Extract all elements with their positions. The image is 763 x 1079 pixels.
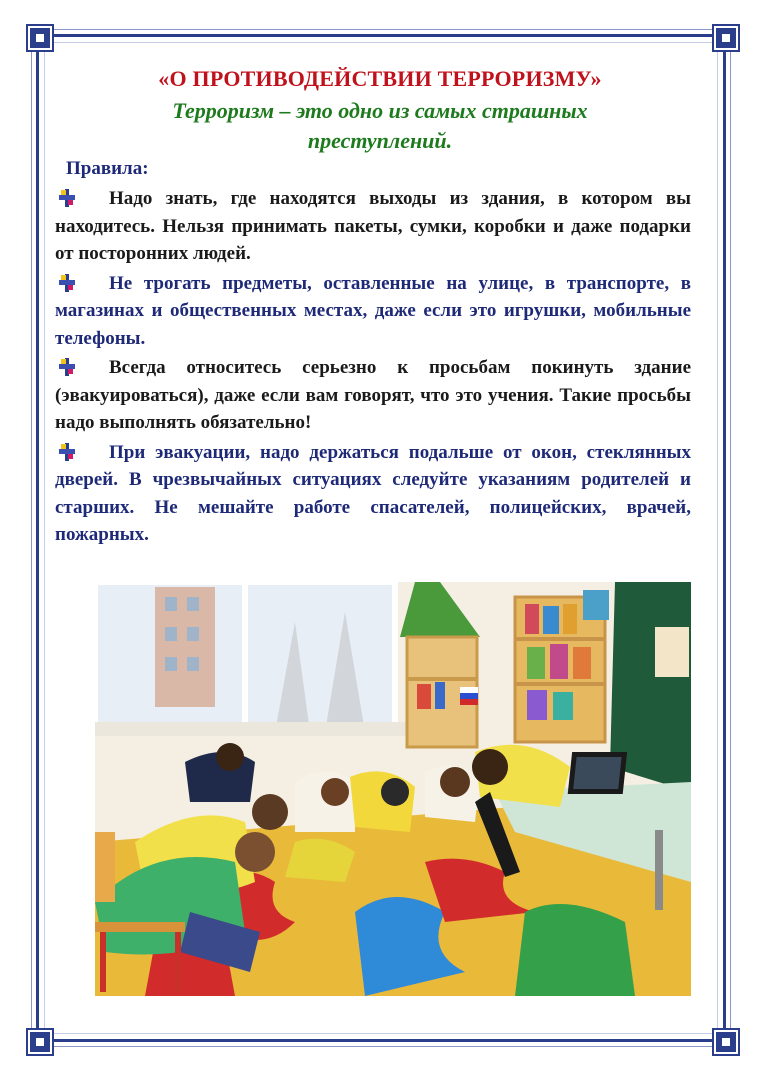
cross-bullet-icon (57, 442, 77, 462)
rule-item (55, 270, 691, 353)
rule-text: При эвакуации, надо держаться подальше от окон, стеклянных дверей. В чрезвычайных ситуациях следуйте указаниям родителей и старших. Не мешайте работе спасателей, полицейских, врачей, пожарных. (55, 441, 691, 545)
cross-bullet-icon (57, 188, 77, 208)
rules-list (55, 185, 691, 551)
rule-text: Надо знать, где находятся выходы из здания, в котором вы находитесь. Нельзя принимать пакеты, сумки, коробки и даже подарки от посторонних людей. (55, 188, 691, 264)
cross-bullet-icon (57, 273, 77, 293)
cross-bullet-icon (57, 357, 77, 377)
corner-ornament-icon (28, 26, 52, 50)
rule-item (55, 439, 691, 549)
rule-text: Не трогать предметы, оставленные на улице, в транспорте, в магазинах и общественных местах, даже если это игрушки, мобильные телефоны. (55, 272, 691, 349)
children-evacuation-drill-photo (95, 582, 691, 996)
page-subtitle: Терроризм – это одно из самых страшных преступлений. (172, 98, 588, 153)
rule-text: Всегда относитесь серьезно к просьбам покинуть здание (эвакуироваться), даже если вам говорят, что это учения. Такие просьбы надо выполнять обязательно! (55, 357, 691, 433)
corner-ornament-icon (714, 1030, 738, 1054)
rules-heading: Правила: (66, 158, 149, 179)
corner-ornament-icon (714, 26, 738, 50)
photo-illustration (95, 582, 691, 996)
rule-item (55, 185, 691, 268)
rule-item (55, 354, 691, 437)
page-title: «О ПРОТИВОДЕЙСТВИИ ТЕРРОРИЗМУ» (158, 66, 602, 91)
corner-ornament-icon (28, 1030, 52, 1054)
